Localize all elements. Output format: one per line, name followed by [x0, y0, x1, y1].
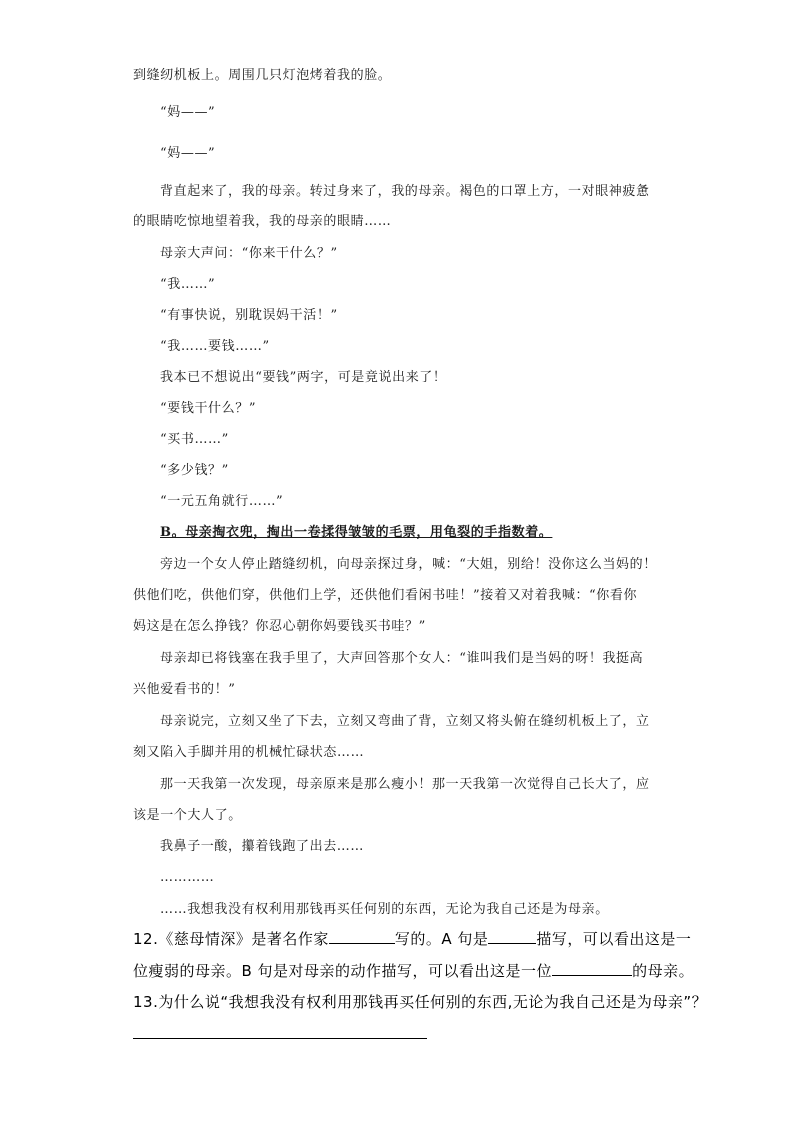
answer-blank-author[interactable]	[329, 929, 395, 944]
passage-line: 到缝纫机板上。周围几只灯泡烤着我的脸。	[133, 68, 392, 83]
question-text: 的母亲。	[632, 962, 695, 980]
passage-line: 该是一个大人了。	[133, 808, 242, 823]
passage-line: ……我想我没有权利用那钱再买任何别的东西，无论为我自己还是为母亲。	[160, 902, 609, 917]
passage-line: “要钱干什么？”	[160, 401, 257, 416]
passage-line: “多少钱？”	[160, 463, 229, 478]
passage-line: “妈——”	[160, 105, 216, 120]
passage-line: 母亲说完，立刻又坐了下去，立刻又弯曲了背，立刻又将头俯在缝纫机板上了，立	[160, 714, 650, 729]
passage-line: 兴他爱看书的！”	[133, 682, 236, 697]
question-13: 13.为什么说“我想我没有权利用那钱再买任何别的东西,无论为我自己还是为母亲”？	[133, 993, 708, 1011]
question-text: 12.《慈母情深》是著名作家	[133, 930, 329, 948]
passage-line: 供他们吃，供他们穿，供他们上学，还供他们看闲书哇！”接着又对着我喊：“你看你	[133, 588, 638, 603]
passage-line: 我鼻子一酸，攥着钱跑了出去……	[160, 839, 365, 854]
passage-line: 母亲大声问：“你来干什么？”	[160, 246, 338, 261]
passage-line: “妈——”	[160, 146, 216, 161]
passage-line: “我……”	[160, 277, 216, 292]
passage-line: 背直起来了，我的母亲。转过身来了，我的母亲。褐色的口罩上方，一对眼神疲惫	[160, 184, 650, 199]
passage-line: …………	[160, 870, 215, 885]
question-12-line-2	[133, 960, 694, 982]
passage-line: “我……要钱……”	[160, 339, 270, 354]
passage-line: “有事快说，别耽误妈干活！”	[160, 308, 338, 323]
passage-line: 旁边一个女人停止踏缝纫机，向母亲探过身，喊：“大姐，别给！没你这么当妈的！	[160, 557, 657, 572]
passage-line: 母亲却已将钱塞在我手里了，大声回答那个女人：“谁叫我们是当妈的呀！我挺高	[160, 651, 644, 666]
question-text: 位瘦弱的母亲。B 句是对母亲的动作描写，可以看出这是一位	[133, 962, 553, 980]
passage-line: 那一天我第一次发现，母亲原来是那么瘦小！那一天我第一次觉得自己长大了，应	[160, 777, 650, 792]
passage-line-sentence-b: B。母亲掏衣兜，掏出一卷揉得皱皱的毛票，用龟裂的手指数着。	[160, 525, 553, 540]
passage-line: “一元五角就行……”	[160, 494, 284, 509]
passage-line: 我本已不想说出“要钱”两字，可是竟说出来了！	[160, 370, 447, 385]
answer-blank-mother-trait[interactable]	[552, 961, 632, 976]
passage-line: 妈这是在怎么挣钱？你忍心朝你妈要钱买书哇？”	[133, 619, 426, 634]
question-text: 写的。A 句是	[394, 930, 489, 948]
passage-line: 的眼睛吃惊地望着我，我的母亲的眼睛……	[133, 214, 392, 229]
answer-blank-description-type[interactable]	[488, 929, 536, 944]
question-text: 描写，可以看出这是一	[536, 930, 692, 948]
passage-line: “买书……”	[160, 432, 229, 447]
passage-line: 刻又陷入手脚并用的机械忙碌状态……	[133, 745, 365, 760]
question-12-line-1	[133, 928, 691, 950]
answer-line-q13[interactable]	[133, 1038, 427, 1039]
